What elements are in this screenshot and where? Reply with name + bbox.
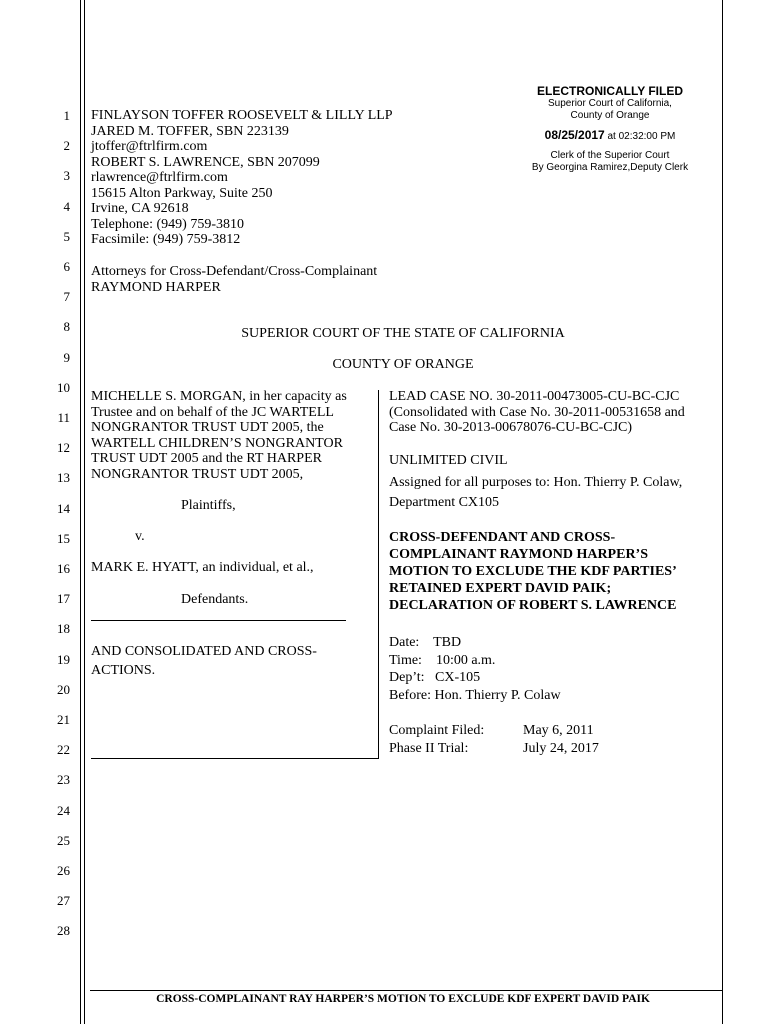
- plaintiff-line: WARTELL CHILDREN’S NONGRANTOR: [91, 435, 343, 451]
- consolidated-line: AND CONSOLIDATED AND CROSS-: [91, 644, 317, 659]
- document-title-line: RETAINED EXPERT DAVID PAIK;: [389, 581, 612, 596]
- attorney-line: ROBERT S. LAWRENCE, SBN 207099: [91, 154, 320, 170]
- plaintiff-line: NONGRANTOR TRUST UDT 2005,: [91, 466, 304, 482]
- document-title-line: DECLARATION OF ROBERT S. LAWRENCE: [389, 598, 677, 613]
- versus: v.: [135, 529, 145, 544]
- line-number: 22: [57, 742, 70, 758]
- attorneys-for: [91, 264, 377, 295]
- consolidated-case: Case No. 30-2013-00678076-CU-BC-CJC): [389, 420, 633, 435]
- attorney-address: Irvine, CA 92618: [91, 201, 189, 216]
- case-number-block: [389, 389, 685, 436]
- plaintiffs-label: Plaintiffs,: [181, 498, 236, 513]
- plaintiff-line: Trustee and on behalf of the JC WARTELL: [91, 404, 334, 420]
- document-title-line: MOTION TO EXCLUDE THE KDF PARTIES’: [389, 564, 677, 579]
- line-number: 5: [63, 228, 70, 244]
- line-number: 25: [57, 832, 70, 848]
- line-number: 19: [57, 651, 70, 667]
- complaint-filed-date: May 6, 2011: [523, 723, 594, 738]
- defendant: MARK E. HYATT, an individual, et al.,: [91, 560, 314, 575]
- attorney-block: [91, 108, 393, 248]
- consolidated-line: ACTIONS.: [91, 662, 156, 678]
- consolidated-case: (Consolidated with Case No. 30-2011-00531658 and: [389, 404, 685, 420]
- attorneys-for-line: Attorneys for Cross-Defendant/Cross-Complainant: [91, 264, 378, 279]
- line-number: 4: [63, 198, 70, 214]
- document-title-line: CROSS-DEFENDANT AND CROSS-: [389, 530, 616, 545]
- line-number: 18: [57, 621, 70, 637]
- stamp-deputy: By Georgina Ramirez,Deputy Clerk: [531, 162, 689, 173]
- line-number: 10: [57, 379, 70, 395]
- attorneys-for-client: RAYMOND HARPER: [91, 279, 221, 295]
- stamp-date: 08/25/2017: [544, 128, 605, 142]
- line-number: 20: [57, 681, 70, 697]
- left-margin-rule-inner: [84, 0, 85, 1024]
- line-number: 24: [57, 802, 70, 818]
- attorney-email: rlawrence@ftrlfirm.com: [91, 170, 228, 185]
- line-number: 23: [57, 772, 70, 788]
- caption-bottom-rule: [91, 758, 379, 759]
- line-number: 27: [57, 893, 70, 909]
- assignment-block: [389, 473, 682, 513]
- line-number: 16: [57, 561, 70, 576]
- line-number: 6: [63, 259, 70, 274]
- line-number: 28: [57, 923, 70, 939]
- line-number: 3: [63, 168, 70, 184]
- line-number: 1: [63, 108, 70, 123]
- attorney-telephone: Telephone: (949) 759-3810: [91, 216, 244, 232]
- hearing-dept: Dep’t: CX-105: [389, 670, 481, 685]
- line-number: 2: [63, 138, 70, 154]
- line-number: 17: [57, 591, 70, 607]
- hearing-info: [389, 634, 561, 704]
- right-margin-rule: [722, 0, 723, 1024]
- line-number: 11: [57, 410, 70, 425]
- stamp-county: County of Orange: [570, 110, 650, 121]
- defendants-label: Defendants.: [181, 592, 249, 607]
- line-number: 26: [57, 863, 70, 878]
- unlimited-civil: UNLIMITED CIVIL: [389, 453, 508, 468]
- hearing-time: Time: 10:00 a.m.: [389, 652, 496, 668]
- line-number: 15: [57, 530, 70, 546]
- attorney-facsimile: Facsimile: (949) 759-3812: [91, 232, 241, 247]
- line-number: 9: [63, 349, 70, 365]
- attorney-address: 15615 Alton Parkway, Suite 250: [91, 185, 273, 201]
- complaint-filed-label: Complaint Filed:: [389, 723, 485, 738]
- assigned-judge: Assigned for all purposes to: Hon. Thierry P. Colaw,: [389, 475, 683, 490]
- department: Department CX105: [389, 495, 500, 510]
- left-margin-rule: [80, 0, 81, 1024]
- plaintiff-line: TRUST UDT 2005 and the RT HARPER: [91, 451, 322, 466]
- stamp-clerk: Clerk of the Superior Court: [550, 150, 670, 161]
- lead-case-number: LEAD CASE NO. 30-2011-00473005-CU-BC-CJC: [389, 389, 680, 404]
- line-number: 8: [63, 319, 70, 335]
- hearing-before: Before: Hon. Thierry P. Colaw: [389, 687, 561, 703]
- stamp-datetime: [510, 128, 710, 144]
- stamp-time: at 02:32:00 PM: [607, 131, 676, 142]
- line-number: 7: [63, 289, 70, 305]
- stamp-title: ELECTRONICALLY FILED: [536, 84, 683, 98]
- court-name: SUPERIOR COURT OF THE STATE OF CALIFORNIA: [241, 326, 565, 341]
- document-title: [389, 529, 677, 614]
- trial-label: Phase II Trial:: [389, 741, 469, 756]
- plaintiff-line: NONGRANTOR TRUST UDT 2005, the: [91, 420, 324, 435]
- plaintiff-line: MICHELLE S. MORGAN, in her capacity as: [91, 389, 347, 404]
- line-number: 21: [57, 712, 70, 727]
- filing-stamp: [510, 84, 710, 174]
- attorney-line: JARED M. TOFFER, SBN 223139: [91, 123, 289, 139]
- hearing-date: Date: TBD: [389, 635, 462, 650]
- caption-vertical-rule: [378, 390, 379, 758]
- consolidated-actions: [91, 644, 317, 678]
- trial-date: July 24, 2017: [523, 741, 599, 756]
- stamp-court: Superior Court of California,: [548, 98, 672, 109]
- footer-rule: [90, 990, 722, 991]
- footer-title: CROSS-COMPLAINANT RAY HARPER’S MOTION TO EXCLUDE KDF EXPERT DAVID PAIK: [156, 993, 650, 1005]
- line-number: 14: [57, 500, 70, 516]
- plaintiff-caption: [91, 389, 347, 482]
- court-county: COUNTY OF ORANGE: [332, 357, 474, 372]
- line-number: 12: [57, 440, 70, 456]
- document-title-line: COMPLAINANT RAYMOND HARPER’S: [389, 547, 649, 562]
- attorney-line: FINLAYSON TOFFER ROOSEVELT & LILLY LLP: [91, 108, 393, 123]
- attorney-email: jtoffer@ftrlfirm.com: [91, 139, 208, 154]
- caption-divider: [91, 620, 346, 621]
- line-number: 13: [57, 470, 70, 486]
